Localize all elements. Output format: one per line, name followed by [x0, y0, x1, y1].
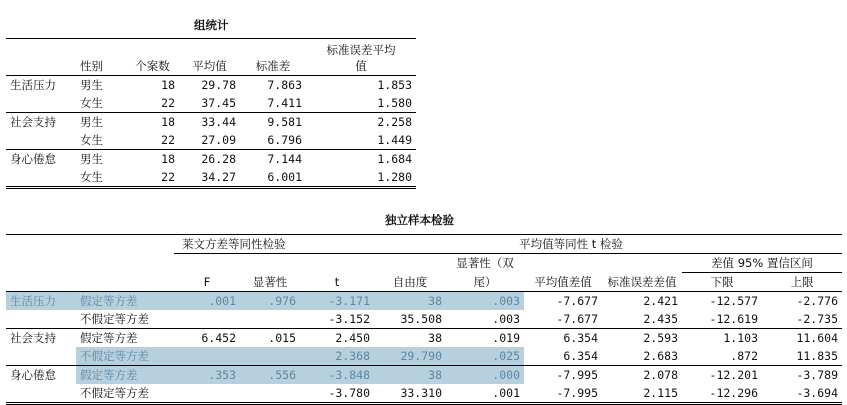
row-variable: 社会支持	[6, 329, 76, 348]
cell-df: 38	[374, 366, 446, 385]
cell-f	[174, 310, 240, 329]
cell-sd: 7.144	[240, 150, 306, 169]
header-t: t	[300, 273, 374, 292]
cell-f: 6.452	[174, 329, 240, 348]
cell-sig	[240, 310, 300, 329]
cell-sig2: .003	[446, 292, 524, 311]
cell-gender: 女生	[80, 96, 103, 110]
independent-test-title: 独立样本检验	[385, 213, 454, 227]
row-variable: 社会支持	[6, 113, 76, 132]
header-sig: 显著性	[240, 273, 300, 292]
table-row	[6, 113, 416, 132]
cell-sig2: .000	[446, 366, 524, 385]
cell-upper: -2.735	[796, 312, 838, 326]
cell-sd: 9.581	[240, 113, 306, 132]
cell-mean-diff: 6.354	[524, 329, 602, 348]
cell-gender: 男生	[76, 150, 126, 169]
cell-df: 38	[374, 292, 446, 311]
header-f: F	[174, 273, 240, 292]
table-row	[6, 150, 416, 169]
cell-se-diff: 2.593	[602, 329, 682, 348]
cell-assumption: 假定等方差	[76, 292, 174, 311]
cell-sem: 1.580	[377, 96, 412, 110]
cell-mean-diff: -7.995	[524, 366, 602, 385]
cell-sig2: .025	[446, 347, 524, 366]
cell-sig	[240, 384, 300, 404]
header-upper: 上限	[762, 273, 842, 292]
cell-sem: 1.853	[377, 78, 412, 92]
table-row	[6, 347, 842, 366]
table-row	[6, 366, 842, 385]
header-sig2-2: 尾）	[446, 273, 524, 292]
table-row	[6, 94, 416, 113]
cell-sd: 6.001	[240, 168, 306, 188]
cell-sd: 6.796	[267, 133, 302, 147]
cell-sd: 7.863	[267, 78, 302, 92]
header-mean: 平均值	[179, 57, 240, 76]
cell-assumption: 假定等方差	[76, 366, 174, 385]
header-sem: 标准误差平均	[306, 39, 416, 58]
cell-gender: 男生	[76, 113, 126, 132]
cell-sem: 1.449	[377, 133, 412, 147]
row-variable	[6, 310, 76, 329]
row-variable	[6, 94, 76, 113]
cell-lower: -12.296	[682, 384, 762, 404]
cell-f	[174, 384, 240, 404]
table-row	[6, 131, 416, 150]
cell-t: -3.780	[300, 384, 374, 404]
independent-samples-test-table	[6, 234, 842, 405]
table-row	[6, 76, 416, 95]
cell-f: .001	[174, 292, 240, 311]
cell-n: 18	[126, 113, 179, 132]
ci-header: 差值 95% 置信区间	[682, 254, 842, 273]
cell-sig: .556	[240, 366, 300, 385]
header-mean-diff: 平均值差值	[524, 273, 602, 292]
cell-f	[174, 347, 240, 366]
cell-t: -3.848	[300, 366, 374, 385]
row-variable: 身心倦怠	[6, 150, 76, 169]
cell-sd: 7.411	[267, 96, 302, 110]
cell-se-diff: 2.683	[643, 349, 678, 363]
cell-sem: 2.258	[306, 113, 416, 132]
cell-upper: -3.789	[762, 366, 842, 385]
cell-sig2: .001	[446, 384, 524, 404]
table-row	[6, 329, 842, 348]
cell-mean: 33.44	[179, 113, 240, 132]
row-variable	[6, 131, 76, 150]
cell-n: 22	[161, 133, 175, 147]
cell-mean-diff: -7.677	[556, 312, 598, 326]
row-variable	[6, 168, 76, 188]
header-sig2-1: 显著性（双	[456, 256, 514, 271]
header-n: 个案数	[126, 57, 179, 76]
cell-t: -3.152	[328, 312, 370, 326]
cell-lower: -12.619	[709, 312, 758, 326]
cell-upper: -3.694	[762, 384, 842, 404]
cell-sig	[240, 347, 300, 366]
cell-n: 22	[161, 96, 175, 110]
cell-assumption: 不假定等方差	[76, 384, 174, 404]
cell-mean-diff: -7.995	[524, 384, 602, 404]
levene-header: 莱文方差等同性检验	[174, 235, 300, 254]
cell-gender: 男生	[80, 78, 103, 92]
cell-df: 38	[374, 329, 446, 348]
cell-n: 18	[126, 150, 179, 169]
row-variable	[6, 384, 76, 404]
cell-mean: 26.28	[179, 150, 240, 169]
header-gender: 性别	[76, 57, 126, 76]
cell-gender: 女生	[76, 168, 126, 188]
group-stats-title: 组统计	[194, 18, 229, 32]
cell-gender: 女生	[80, 133, 103, 147]
cell-df: 35.508	[400, 312, 442, 326]
cell-se-diff: 2.421	[643, 294, 678, 308]
row-variable: 生活压力	[6, 292, 76, 311]
cell-assumption: 不假定等方差	[80, 312, 149, 326]
cell-df: 29.790	[374, 347, 446, 366]
row-variable: 生活压力	[10, 78, 56, 92]
cell-t: -3.171	[300, 292, 374, 311]
header-sem-2: 值	[306, 57, 416, 76]
cell-mean-diff: 6.354	[563, 349, 598, 363]
ttest-header: 平均值等同性 t 检验	[300, 235, 842, 254]
cell-df: 33.310	[374, 384, 446, 404]
group-stats-table	[6, 38, 416, 189]
header-se-diff: 标准误差差值	[602, 273, 682, 292]
cell-mean: 34.27	[179, 168, 240, 188]
cell-se-diff: 2.435	[643, 312, 678, 326]
cell-upper: 11.604	[762, 329, 842, 348]
table-row	[6, 168, 416, 188]
cell-f: .353	[174, 366, 240, 385]
cell-sig: .015	[240, 329, 300, 348]
cell-n: 22	[126, 168, 179, 188]
cell-sig2: .019	[446, 329, 524, 348]
header-lower: 下限	[682, 273, 762, 292]
cell-sig2: .003	[492, 312, 520, 326]
cell-sig: .976	[240, 292, 300, 311]
cell-mean: 37.45	[201, 96, 236, 110]
cell-mean: 27.09	[201, 133, 236, 147]
cell-lower: -12.577	[709, 294, 758, 308]
table-row	[6, 292, 842, 311]
cell-t: 2.450	[300, 329, 374, 348]
cell-lower: 1.103	[682, 329, 762, 348]
cell-lower: -12.201	[682, 366, 762, 385]
table-row	[6, 310, 842, 329]
cell-sem: 1.684	[306, 150, 416, 169]
cell-assumption: 假定等方差	[76, 329, 174, 348]
cell-n: 18	[161, 78, 175, 92]
row-variable	[6, 347, 76, 366]
cell-mean: 29.78	[201, 78, 236, 92]
header-sd: 标准差	[240, 57, 306, 76]
table-row	[6, 384, 842, 404]
cell-se-diff: 2.078	[602, 366, 682, 385]
cell-t: 2.368	[300, 347, 374, 366]
cell-lower: .872	[730, 349, 758, 363]
cell-assumption: 不假定等方差	[76, 347, 174, 366]
header-df: 自由度	[374, 273, 446, 292]
row-variable: 身心倦怠	[6, 366, 76, 385]
cell-upper: 11.835	[796, 349, 838, 363]
cell-mean-diff: -7.677	[556, 294, 598, 308]
cell-se-diff: 2.115	[602, 384, 682, 404]
cell-sem: 1.280	[306, 168, 416, 188]
cell-upper: -2.776	[796, 294, 838, 308]
